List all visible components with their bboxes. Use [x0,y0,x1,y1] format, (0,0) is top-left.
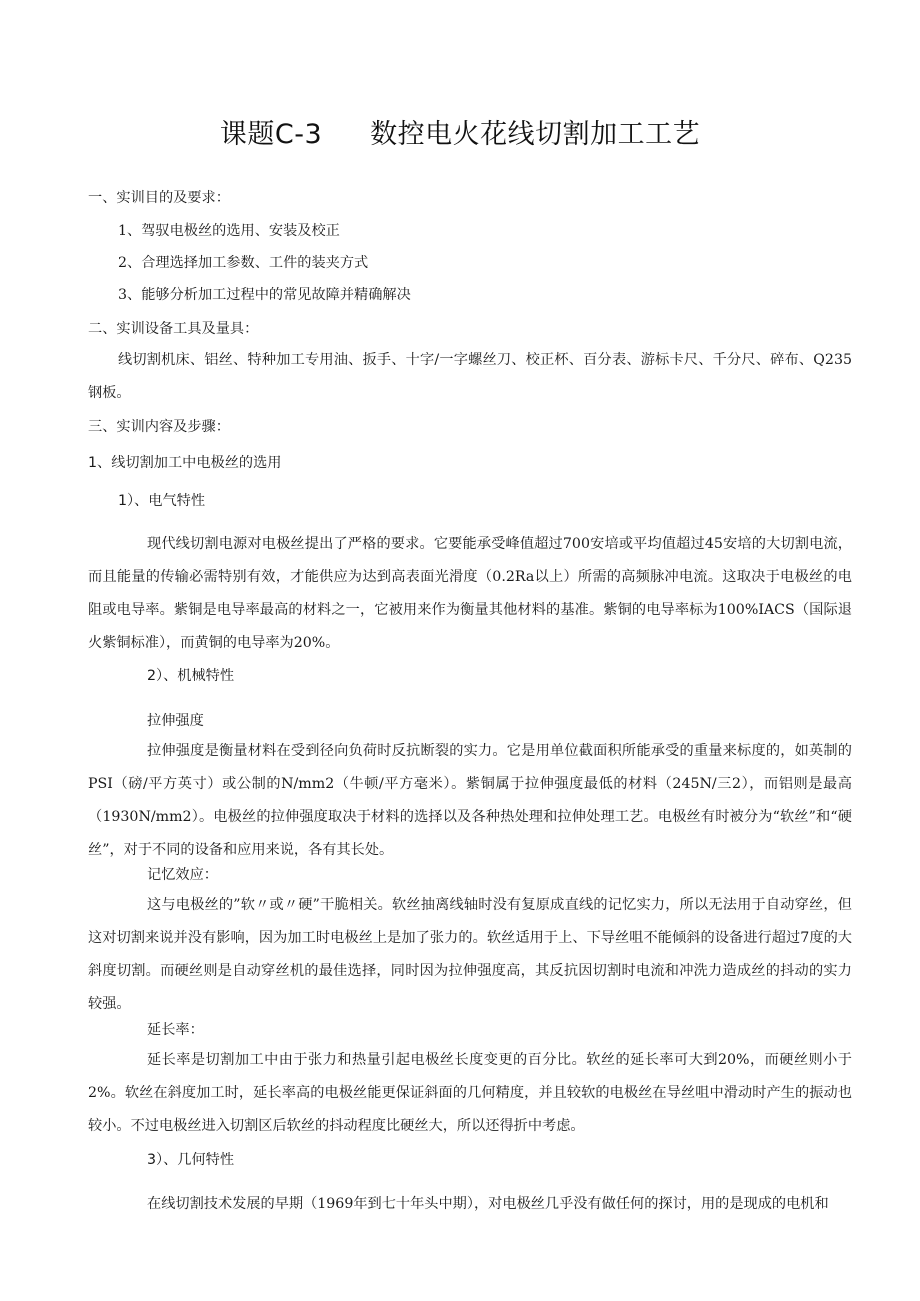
step1-heading: 1、线切割加工中电极丝的选用 [88,455,282,471]
title-code: 课题C-3 [219,119,323,150]
electrical-paragraph: 现代线切割电源对电极丝提出了严格的要求。它要能承受峰值超过700安培或平均值超过45安培的大切割电流，而且能量的传输必需特别有效，才能供应为达到高表面光滑度（0.2Ra以上）所需的高频脉冲电流。这取决于电极丝的电阻或电导率。紫铜是电导率最高的材料之一，它被用来作为衡量其他材料的基准。紫铜的电导率标为100%IACS（国际退火紫铜标准），而黄铜的电导率为20%。 [88,536,852,651]
title-name: 数控电火花线切割加工工艺 [370,119,701,150]
tensile-label: 拉伸强度 [147,713,204,729]
objective-item: 1、驾驭电极丝的选用、安装及校正 [118,223,340,239]
page-title [0,112,920,151]
section2-heading: 二、实训设备工具及量具： [88,321,259,337]
memory-paragraph: 这与电极丝的”软〃或〃硬”干脆相关。软丝抽离线轴时没有复原成直线的记忆实力，所以无法用于自动穿丝，但这对切割来说并没有影响，因为加工时电极丝上是加了张力的。软丝适用于上、下导丝咀不能倾斜的设备进行超过7度的大斜度切割。而硬丝则是自动穿丝机的最佳选择，同时因为拉伸强度高，其反抗因切割时电流和冲洗力造成丝的抖动的实力较强。 [88,897,852,1012]
elongation-paragraph: 延长率是切割加工中由于张力和热量引起电极丝长度变更的百分比。软丝的延长率可大到20%，而硬丝则小于2%。软丝在斜度加工时，延长率高的电极丝能更保证斜面的几何精度，并且较软的电极丝在导丝咀中滑动时产生的振动也较小。不过电极丝进入切割区后软丝的抖动程度比硬丝大，所以还得折中考虑。 [88,1052,852,1134]
section3-heading: 三、实训内容及步骤： [88,419,230,435]
equipment-list: 线切割机床、铝丝、特种加工专用油、扳手、十字/一字螺丝刀、校正杯、百分表、游标卡尺、千分尺、碎布、Q235钢板。 [88,352,852,401]
elongation-label: 延长率： [147,1022,204,1038]
sub3-heading: 3）、几何特性 [147,1152,235,1168]
memory-label: 记忆效应： [147,867,218,883]
sub1-heading: 1）、电气特性 [118,493,206,509]
objective-item: 2、合理选择加工参数、工件的装夹方式 [118,255,369,271]
section1-heading: 一、实训目的及要求： [88,190,230,206]
objective-item: 3、能够分析加工过程中的常见故障并精确解决 [118,287,411,303]
tensile-paragraph: 拉伸强度是衡量材料在受到径向负荷时反抗断裂的实力。它是用单位截面积所能承受的重量来标度的，如英制的PSI（磅/平方英寸）或公制的N/mm2（牛顿/平方毫米）。紫铜属于拉伸强度最低的材料（245N/三2），而铝则是最高（1930N/mm2）。电极丝的拉伸强度取决于材料的选择以及各种热处理和拉伸处理工艺。电极丝有时被分为“软丝”和“硬丝”，对于不同的设备和应用来说，各有其长处。 [88,743,852,858]
sub2-heading: 2）、机械特性 [147,668,235,684]
geometry-paragraph: 在线切割技术发展的早期（1969年到七十年头中期），对电极丝几乎没有做任何的探讨，用的是现成的电机和 [147,1196,829,1212]
